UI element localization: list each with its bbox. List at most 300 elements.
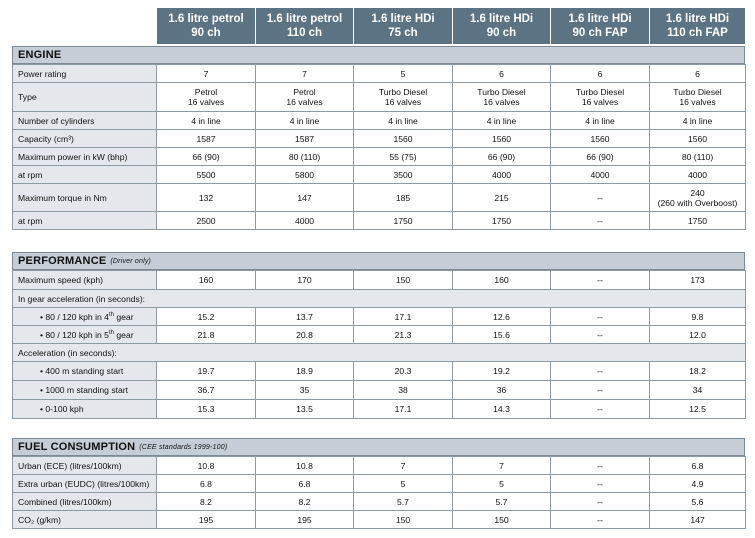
value-cell xyxy=(354,362,453,381)
value-text: Turbo Diesel xyxy=(673,87,722,97)
value-cell xyxy=(453,362,551,381)
engine-section xyxy=(12,46,745,230)
value-cell xyxy=(256,212,354,230)
value-cell xyxy=(453,65,551,83)
value-text: Turbo Diesel xyxy=(378,87,428,97)
value-text: 19.2 xyxy=(493,366,510,376)
value-text: 16 valves xyxy=(581,97,619,107)
value-cell xyxy=(354,130,453,148)
value-cell xyxy=(354,308,453,326)
value-text: 66 (90) xyxy=(487,151,516,162)
value-text: 55 (75) xyxy=(389,151,417,162)
value-cell xyxy=(650,148,746,166)
value-text: 185 xyxy=(395,192,411,203)
value-text: -- xyxy=(597,385,603,395)
value-cell xyxy=(551,400,650,419)
value-text: 8.2 xyxy=(298,496,311,507)
value-cell xyxy=(354,166,453,184)
value-cell xyxy=(354,475,453,493)
value-text: 8.2 xyxy=(200,496,212,507)
row-label: • 1000 m standing start xyxy=(13,381,157,400)
section-title-text: PERFORMANCE xyxy=(18,255,107,267)
value-cell xyxy=(650,308,746,326)
value-text: 1587 xyxy=(294,133,315,144)
value-cell xyxy=(650,112,746,130)
value-cell xyxy=(453,475,551,493)
value-text: 5.7 xyxy=(397,496,409,507)
column-subtitle: 110 ch FAP xyxy=(667,27,728,39)
value-cell xyxy=(157,362,256,381)
value-text: 21.8 xyxy=(197,329,215,340)
value-text: 20.3 xyxy=(394,366,412,376)
value-cell xyxy=(650,362,746,381)
section-title xyxy=(12,46,745,64)
value-cell xyxy=(453,166,551,184)
value-cell xyxy=(650,511,746,529)
value-cell xyxy=(551,112,650,130)
value-cell xyxy=(256,130,354,148)
value-text: 1587 xyxy=(196,133,216,144)
value-text: 16 valves xyxy=(679,97,716,107)
table-row xyxy=(13,65,746,83)
table-row xyxy=(13,308,746,326)
value-cell xyxy=(157,381,256,400)
value-text: 9.8 xyxy=(691,311,704,322)
value-text: -- xyxy=(597,460,603,471)
value-text: 15.2 xyxy=(197,311,215,322)
value-text: 21.3 xyxy=(394,329,412,340)
value-text: 5500 xyxy=(196,169,216,180)
value-text: 7 xyxy=(499,460,504,471)
value-text: -- xyxy=(597,275,603,285)
value-text: 19.7 xyxy=(197,366,215,376)
value-cell xyxy=(551,65,650,83)
value-text: Turbo Diesel xyxy=(477,87,526,97)
value-text: 5.6 xyxy=(691,496,704,507)
value-text: 5.7 xyxy=(495,496,508,507)
row-label: Power rating xyxy=(13,65,157,83)
value-text: 15.6 xyxy=(493,329,510,340)
value-cell xyxy=(551,130,650,148)
performance-section xyxy=(12,252,745,419)
label-text: 80 / 120 kph in 5 xyxy=(45,329,109,340)
value-text: 4000 xyxy=(687,169,708,180)
label-text: gear xyxy=(113,329,134,340)
value-text: 2500 xyxy=(196,215,216,226)
value-text: 132 xyxy=(198,192,214,203)
value-cell xyxy=(354,381,453,400)
value-text: 16 valves xyxy=(384,97,422,107)
value-text: 1750 xyxy=(393,215,413,226)
value-cell xyxy=(453,326,551,344)
value-cell xyxy=(453,400,551,419)
value-text: 6.8 xyxy=(691,460,704,471)
value-text: 66 (90) xyxy=(586,151,614,162)
value-text: 240 xyxy=(690,187,705,198)
table-row xyxy=(13,212,746,230)
row-label: Capacity (cm³) xyxy=(13,130,157,148)
value-cell xyxy=(453,493,551,511)
row-label: at rpm xyxy=(13,212,157,230)
value-cell xyxy=(157,475,256,493)
column-subtitle: 90 ch FAP xyxy=(572,27,628,39)
value-text: 170 xyxy=(297,275,312,285)
section-title xyxy=(12,252,745,270)
value-text: 4 in line xyxy=(585,115,615,126)
value-text: 160 xyxy=(494,275,509,285)
value-text: 4000 xyxy=(294,215,315,226)
value-text: 4 in line xyxy=(682,115,713,126)
table-row xyxy=(13,290,746,308)
row-label: Maximum power in kW (bhp) xyxy=(13,148,157,166)
value-cell xyxy=(453,130,551,148)
table-row xyxy=(13,271,746,290)
value-cell xyxy=(551,83,650,112)
value-cell xyxy=(157,212,256,230)
value-text: 150 xyxy=(395,275,411,285)
value-text: 147 xyxy=(297,192,312,203)
value-cell xyxy=(157,511,256,529)
value-text: 5 xyxy=(400,478,406,489)
value-cell xyxy=(256,381,354,400)
value-cell xyxy=(551,148,650,166)
value-cell xyxy=(650,65,746,83)
table-row xyxy=(13,381,746,400)
value-text: 13.7 xyxy=(296,311,313,322)
value-text: -- xyxy=(597,478,603,489)
value-text: -- xyxy=(597,514,603,525)
table-row xyxy=(13,493,746,511)
value-cell xyxy=(650,184,746,212)
column-title: 1.6 litre HDi xyxy=(665,13,730,25)
value-cell xyxy=(551,166,650,184)
table-row xyxy=(13,362,746,381)
value-text: 7 xyxy=(203,68,209,79)
value-text: 1560 xyxy=(590,133,610,144)
section-title xyxy=(12,438,745,456)
row-label: Number of cylinders xyxy=(13,112,157,130)
performance-table xyxy=(12,270,746,419)
value-cell xyxy=(453,212,551,230)
table-row xyxy=(13,511,746,529)
value-text: 215 xyxy=(494,192,509,203)
subsection-heading: In gear acceleration (in seconds): xyxy=(13,290,746,308)
row-label: Extra urban (EUDC) (litres/100km) xyxy=(13,475,157,493)
value-text: 1750 xyxy=(491,215,512,226)
value-cell xyxy=(650,493,746,511)
value-text: 15.3 xyxy=(197,404,215,414)
value-text: 1560 xyxy=(393,133,413,144)
value-text: 13.5 xyxy=(296,404,313,414)
column-title: 1.6 litre petrol xyxy=(168,13,244,25)
value-cell xyxy=(157,400,256,419)
value-text: 5 xyxy=(499,478,504,489)
value-cell xyxy=(354,184,453,212)
section-title-text: FUEL CONSUMPTION xyxy=(18,441,136,453)
value-cell xyxy=(354,65,453,83)
value-text: 3500 xyxy=(393,169,413,180)
value-cell xyxy=(256,308,354,326)
value-cell xyxy=(354,400,453,419)
value-text: 18.9 xyxy=(296,366,313,376)
table-row xyxy=(13,344,746,362)
value-text: 4 in line xyxy=(289,115,320,126)
value-cell xyxy=(157,326,256,344)
value-text: 4000 xyxy=(590,169,610,180)
value-text: 20.8 xyxy=(296,329,313,340)
value-text: 1560 xyxy=(687,133,708,144)
value-text: 66 (90) xyxy=(192,151,220,162)
value-cell xyxy=(551,308,650,326)
value-text: 150 xyxy=(395,514,411,525)
value-text: -- xyxy=(597,404,603,414)
row-label: • 400 m standing start xyxy=(13,362,157,381)
value-text: Turbo Diesel xyxy=(575,87,625,97)
value-cell xyxy=(650,400,746,419)
value-cell xyxy=(256,166,354,184)
value-cell xyxy=(157,493,256,511)
value-cell xyxy=(551,475,650,493)
column-header-cell xyxy=(353,8,452,44)
value-cell xyxy=(551,493,650,511)
value-text: Petrol xyxy=(293,87,316,97)
value-text: -- xyxy=(597,311,603,322)
value-cell xyxy=(157,184,256,212)
column-header-cell xyxy=(649,8,745,44)
value-cell xyxy=(551,184,650,212)
value-text: 5800 xyxy=(294,169,315,180)
value-text: Petrol xyxy=(194,87,218,97)
row-label: Maximum torque in Nm xyxy=(13,184,157,212)
value-text: 147 xyxy=(690,514,705,525)
value-cell xyxy=(256,493,354,511)
table-row xyxy=(13,83,746,112)
value-cell xyxy=(157,65,256,83)
value-cell xyxy=(453,184,551,212)
value-cell xyxy=(157,148,256,166)
value-cell xyxy=(256,148,354,166)
value-cell xyxy=(650,166,746,184)
table-row xyxy=(13,148,746,166)
fuel-section xyxy=(12,438,745,529)
value-text: 6 xyxy=(695,68,700,79)
value-text: 16 valves xyxy=(483,97,520,107)
column-header-cell xyxy=(452,8,550,44)
value-text: 16 valves xyxy=(187,97,225,107)
column-title: 1.6 litre HDi xyxy=(568,13,632,25)
value-cell xyxy=(453,511,551,529)
row-label: Maximum speed (kph) xyxy=(13,271,157,290)
value-text: 18.2 xyxy=(689,366,706,376)
value-text: 150 xyxy=(494,514,509,525)
row-label xyxy=(13,308,157,326)
value-cell xyxy=(354,112,453,130)
value-text: 36 xyxy=(496,385,507,395)
value-cell xyxy=(256,326,354,344)
value-text: 80 (110) xyxy=(288,151,321,162)
value-cell xyxy=(157,83,256,112)
value-text: 35 xyxy=(299,385,310,395)
column-header-cell xyxy=(550,8,649,44)
subsection-heading: Acceleration (in seconds): xyxy=(13,344,746,362)
value-cell xyxy=(354,326,453,344)
value-text: 17.1 xyxy=(394,404,412,414)
value-cell xyxy=(354,271,453,290)
value-text: 34 xyxy=(692,385,703,395)
value-cell xyxy=(650,130,746,148)
ordinal-suffix: th xyxy=(108,311,114,318)
value-cell xyxy=(256,83,354,112)
bullet: • xyxy=(40,311,44,322)
row-label: Type xyxy=(13,83,157,112)
value-text: -- xyxy=(597,215,603,226)
value-text: -- xyxy=(597,366,603,376)
value-text: 4 in line xyxy=(486,115,517,126)
value-cell xyxy=(354,212,453,230)
table-row xyxy=(13,400,746,419)
row-label: • 0-100 kph xyxy=(13,400,157,419)
column-header-cell xyxy=(156,8,255,44)
table-row xyxy=(13,166,746,184)
column-title: 1.6 litre HDi xyxy=(469,13,534,25)
value-cell xyxy=(551,212,650,230)
row-label xyxy=(13,326,157,344)
value-cell xyxy=(650,212,746,230)
table-row xyxy=(13,130,746,148)
column-subtitle: 75 ch xyxy=(388,27,418,39)
value-cell xyxy=(551,511,650,529)
column-header xyxy=(156,8,745,44)
value-cell xyxy=(453,112,551,130)
value-cell xyxy=(157,166,256,184)
row-label: Combined (litres/100km) xyxy=(13,493,157,511)
value-cell xyxy=(650,457,746,475)
fuel-table xyxy=(12,456,746,529)
value-text: 6.8 xyxy=(200,478,212,489)
value-text: 6.8 xyxy=(298,478,311,489)
value-text: 16 valves xyxy=(286,97,323,107)
value-cell xyxy=(453,148,551,166)
column-title: 1.6 litre HDi xyxy=(371,13,435,25)
bullet: • xyxy=(40,329,44,340)
value-cell xyxy=(256,400,354,419)
value-text: -- xyxy=(597,192,603,203)
value-cell xyxy=(256,65,354,83)
table-row xyxy=(13,184,746,212)
value-text: 160 xyxy=(198,275,214,285)
table-row xyxy=(13,326,746,344)
value-cell xyxy=(453,271,551,290)
value-text: 12.5 xyxy=(689,404,706,414)
label-text: 80 / 120 kph in 4 xyxy=(45,311,109,322)
row-label: Urban (ECE) (litres/100km) xyxy=(13,457,157,475)
value-cell xyxy=(354,493,453,511)
value-text: 7 xyxy=(302,68,307,79)
value-text: 80 (110) xyxy=(681,151,714,162)
value-text: 4.9 xyxy=(691,478,704,489)
value-text: 17.1 xyxy=(394,311,412,322)
value-text: 4 in line xyxy=(388,115,418,126)
value-text: 1560 xyxy=(491,133,512,144)
value-cell xyxy=(551,362,650,381)
value-cell xyxy=(157,308,256,326)
table-row xyxy=(13,112,746,130)
label-text: gear xyxy=(113,311,134,322)
value-text: 5 xyxy=(400,68,406,79)
value-text: 7 xyxy=(400,460,406,471)
value-cell xyxy=(157,271,256,290)
section-subtitle: (CEE standards 1999-100) xyxy=(139,443,228,451)
value-cell xyxy=(650,381,746,400)
column-title: 1.6 litre petrol xyxy=(266,13,343,25)
value-cell xyxy=(453,83,551,112)
value-cell xyxy=(157,457,256,475)
value-text: (260 with Overboost) xyxy=(657,197,738,208)
table-row xyxy=(13,475,746,493)
value-cell xyxy=(256,511,354,529)
value-cell xyxy=(256,184,354,212)
value-text: 195 xyxy=(198,514,214,525)
value-text: 4000 xyxy=(491,169,512,180)
value-cell xyxy=(354,148,453,166)
value-cell xyxy=(157,112,256,130)
value-text: 1750 xyxy=(687,215,708,226)
table-row xyxy=(13,457,746,475)
value-cell xyxy=(256,457,354,475)
engine-table xyxy=(12,64,746,230)
value-cell xyxy=(256,112,354,130)
column-subtitle: 90 ch xyxy=(191,27,221,39)
value-text: 10.8 xyxy=(197,460,215,471)
value-text: 4 in line xyxy=(191,115,221,126)
value-cell xyxy=(256,271,354,290)
value-cell xyxy=(354,511,453,529)
value-text: 36.7 xyxy=(197,385,215,395)
value-text: 10.8 xyxy=(296,460,313,471)
value-cell xyxy=(157,130,256,148)
value-text: -- xyxy=(597,496,603,507)
value-cell xyxy=(256,362,354,381)
value-text: 173 xyxy=(690,275,705,285)
value-cell xyxy=(453,308,551,326)
value-cell xyxy=(650,83,746,112)
value-cell xyxy=(354,457,453,475)
value-text: 38 xyxy=(398,385,408,395)
row-label: at rpm xyxy=(13,166,157,184)
value-cell xyxy=(551,457,650,475)
column-header-cell xyxy=(255,8,353,44)
column-subtitle: 110 ch xyxy=(286,27,323,39)
value-cell xyxy=(354,83,453,112)
value-cell xyxy=(650,326,746,344)
column-subtitle: 90 ch xyxy=(486,27,517,39)
value-cell xyxy=(650,271,746,290)
section-subtitle: (Driver only) xyxy=(110,257,152,265)
value-cell xyxy=(551,271,650,290)
value-text: 12.6 xyxy=(493,311,510,322)
value-text: 6 xyxy=(499,68,504,79)
value-cell xyxy=(551,381,650,400)
value-cell xyxy=(551,326,650,344)
value-cell xyxy=(256,475,354,493)
value-text: -- xyxy=(597,329,603,340)
value-text: 12.0 xyxy=(689,329,706,340)
value-text: 14.3 xyxy=(493,404,510,414)
section-title-text: ENGINE xyxy=(18,49,62,61)
row-label: CO₂ (g/km) xyxy=(13,511,157,529)
value-text: 6 xyxy=(597,68,603,79)
value-text: 195 xyxy=(297,514,312,525)
